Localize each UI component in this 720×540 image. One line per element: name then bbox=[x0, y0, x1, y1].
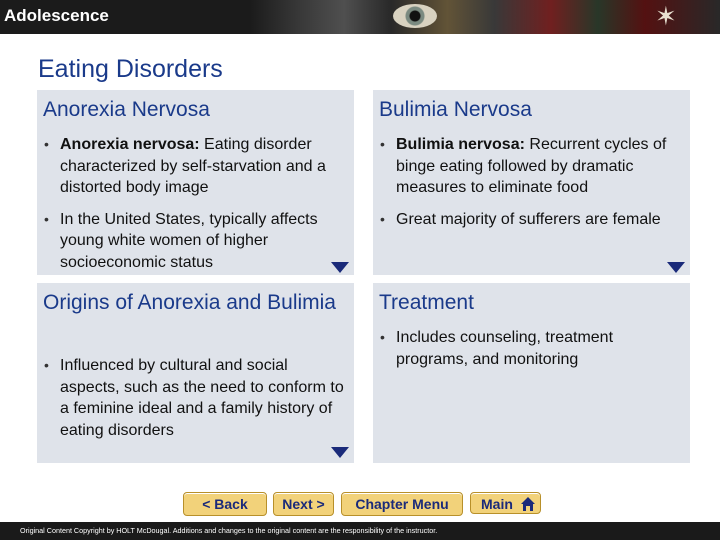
bullet-list bbox=[376, 134, 686, 240]
list-item bbox=[40, 134, 350, 199]
triangle-down-icon[interactable] bbox=[667, 262, 685, 273]
list-item bbox=[376, 327, 686, 370]
panel-title: Anorexia Nervosa bbox=[43, 98, 210, 121]
bullet-icon: • bbox=[380, 136, 385, 152]
back-button[interactable]: < Back bbox=[183, 492, 267, 516]
triangle-down-icon[interactable] bbox=[331, 262, 349, 273]
page-title: Eating Disorders bbox=[38, 55, 223, 83]
bullet-icon: • bbox=[380, 210, 385, 227]
banner-collage-image bbox=[250, 0, 720, 34]
list-item bbox=[376, 209, 686, 231]
definition: Recurrent cycles of binge eating followed by dramatic measures to eliminate food bbox=[396, 136, 667, 196]
panel-bulimia-nervosa bbox=[373, 90, 690, 275]
definition: Eating disorder characterized by self-starvation and a distorted body image bbox=[60, 136, 326, 196]
list-item bbox=[376, 134, 686, 199]
item-text: Great majority of sufferers are female bbox=[396, 210, 661, 228]
section-title: Adolescence bbox=[4, 6, 109, 25]
list-item bbox=[40, 209, 350, 274]
copyright-footer: Original Content Copyright by HOLT McDougal. Additions and changes to the original content are the responsibility of the instructor. bbox=[0, 522, 720, 540]
panel-treatment bbox=[373, 283, 690, 463]
panel-origins bbox=[37, 283, 354, 463]
bullet-list bbox=[376, 327, 686, 380]
main-button-label: Main bbox=[481, 496, 513, 512]
item-text: In the United States, typically affects young white women of higher socioeconomic status bbox=[60, 210, 318, 271]
list-item bbox=[40, 355, 350, 441]
header-banner bbox=[0, 0, 720, 34]
bullet-icon: • bbox=[380, 329, 385, 345]
bullet-icon: • bbox=[44, 210, 49, 227]
home-icon bbox=[520, 496, 536, 512]
panel-title: Bulimia Nervosa bbox=[379, 98, 532, 121]
item-text: Includes counseling, treatment programs, and monitoring bbox=[396, 329, 614, 368]
term: Bulimia nervosa: bbox=[396, 136, 525, 153]
bullet-icon: • bbox=[44, 357, 49, 373]
main-button[interactable] bbox=[470, 492, 541, 514]
bullet-list bbox=[40, 355, 350, 451]
bullet-icon: • bbox=[44, 136, 49, 152]
panel-title: Origins of Anorexia and Bulimia bbox=[43, 291, 336, 314]
panel-anorexia-nervosa bbox=[37, 90, 354, 275]
panel-title: Treatment bbox=[379, 291, 474, 314]
item-text: Influenced by cultural and social aspects, such as the need to conform to a feminine ideal and a family history of eating disorders bbox=[60, 357, 344, 439]
star-icon: ✶ bbox=[655, 2, 677, 32]
next-button[interactable]: Next > bbox=[273, 492, 334, 516]
eye-image bbox=[393, 4, 437, 28]
chapter-menu-button[interactable]: Chapter Menu bbox=[341, 492, 463, 516]
bullet-list bbox=[40, 134, 350, 283]
triangle-down-icon[interactable] bbox=[331, 447, 349, 458]
term: Anorexia nervosa: bbox=[60, 136, 200, 153]
